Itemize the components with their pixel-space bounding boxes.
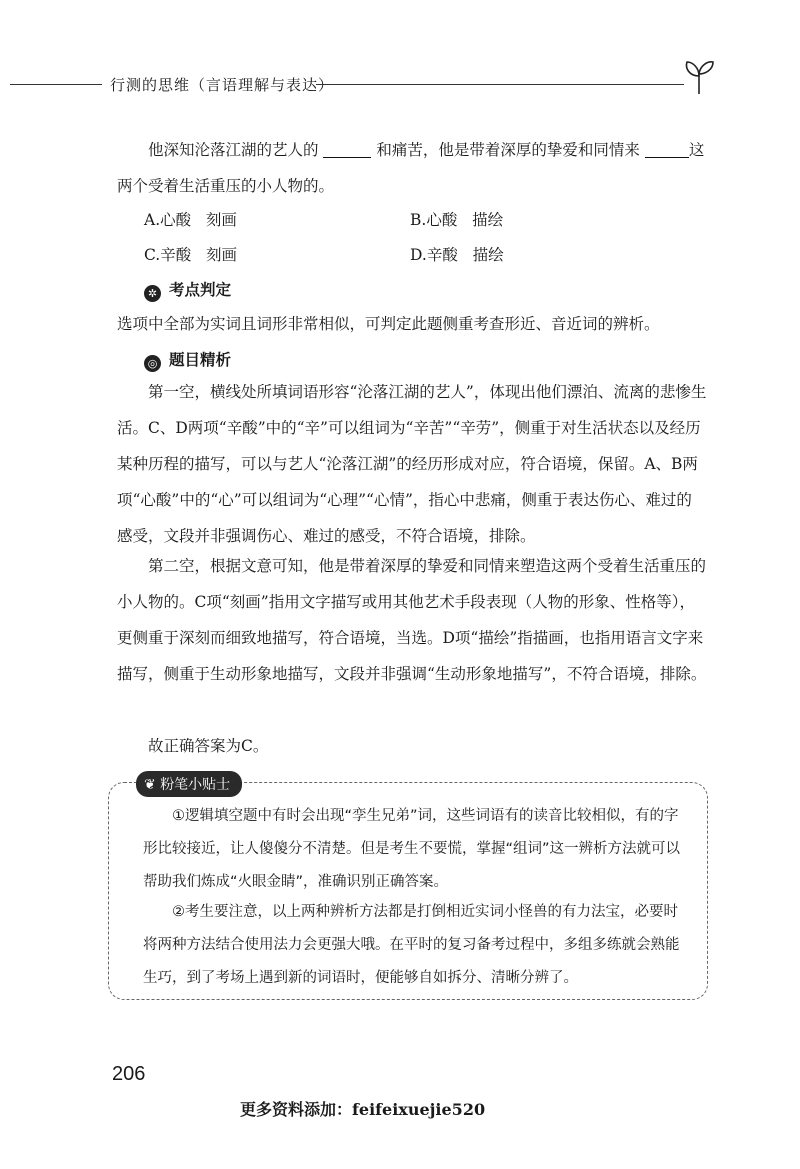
section-heading-analysis: ◎ 题目精析 [144,348,231,372]
key-point-text: 选项中全部为实词且词形非常相似，可判定此题侧重考查形近、音近词的辨析。 [117,315,660,333]
option-d[interactable]: D.辛酸 描绘 [410,246,504,264]
option-c[interactable]: C.辛酸 刻画 [144,246,238,264]
header-rule-right [316,84,684,85]
header-rule-left [10,84,102,85]
sprout-icon: ❦ [144,777,156,793]
sprout-icon [683,56,715,96]
gear-icon: ✲ [144,285,161,302]
option-a[interactable]: A.心酸 刻画 [144,211,237,229]
page-number: 206 [112,1063,146,1085]
blank-2 [645,142,689,159]
blank-1 [323,142,371,159]
tip-2: ②考生要注意，以上两种辨析方法都是打倒相近实词小怪兽的有力法宝，必要时将两种方法结合使用法力会更强大哦。在平时的复习备考过程中，多组多练就会熟能生巧，到了考场上遇到新的词语时，便能够自如拆分、清晰分辨了。 [143,904,680,986]
footer-note: 更多资料添加：feifeixuejie520 [240,1100,486,1119]
answer-line: 故正确答案为C。 [148,737,269,755]
analysis-paragraph-1: 第一空，横线处所填词语形容“沦落江湖的艺人”，体现出他们漂泊、流离的悲惨生活。C、D两项“辛酸”中的“辛”可以组词为“辛苦”“辛劳”，侧重于对生活状态以及经历某种历程的描写，可以与艺人“沦落江湖”的经历形成对应，符合语境，保留。A、B两项“心酸”中的“心”可以组词为“心理”“心情”，指心中悲痛，侧重于表达伤心、难过的感受，文段并非强调伤心、难过的感受，不符合语境，排除。 [117,383,707,545]
tip-1: ①逻辑填空题中有时会出现“孪生兄弟”词，这些词语有的读音比较相似，有的字形比较接近，让人傻傻分不清楚。但是考生不要慌，掌握“组词”这一辨析方法就可以帮助我们炼成“火眼金睛”，准确识别正确答案。 [143,808,681,890]
section-heading-key-point: ✲ 考点判定 [144,278,231,302]
question-stem: 他深知沦落江湖的艺人的 和痛苦，他是带着深厚的挚爱和同情来 这两个受着生活重压的小人物的。 [117,141,705,195]
target-icon: ◎ [144,355,161,372]
option-b[interactable]: B.心酸 描绘 [410,211,504,229]
analysis-paragraph-2: 第二空，根据文意可知，他是带着深厚的挚爱和同情来塑造这两个受着生活重压的小人物的。C项“刻画”指用文字描写或用其他艺术手段表现（人物的形象、性格等），更侧重于深刻而细致地描写，符合语境，当选。D项“描绘”指描画，也指用语言文字来描写，侧重于生动形象地描写，文段并非强调“生动形象地描写”，不符合语境，排除。 [117,557,707,683]
tips-badge: ❦ 粉笔小贴士 [136,771,242,797]
running-header-title: 行测的思维（言语理解与表达） [110,76,335,94]
